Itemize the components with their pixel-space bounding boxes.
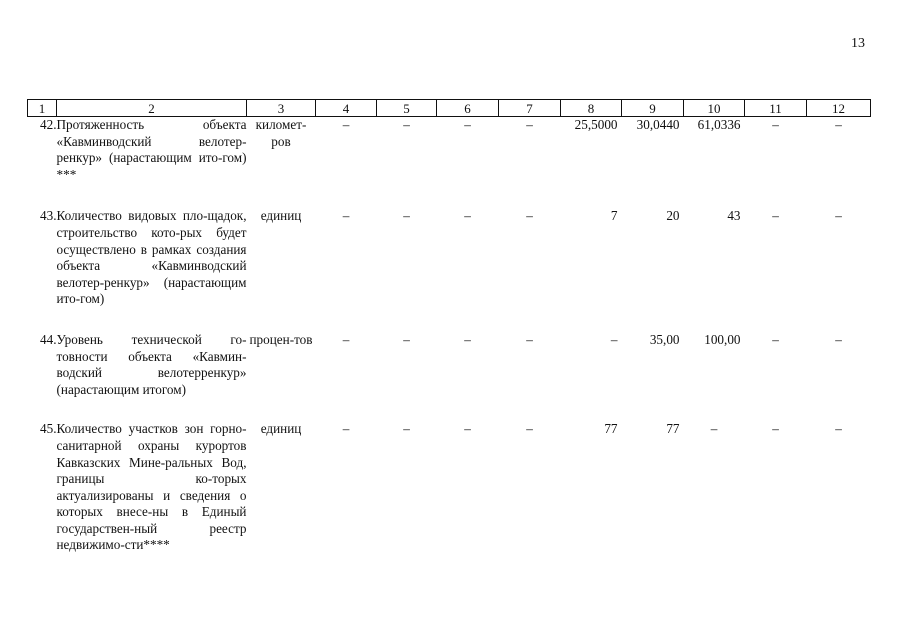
- value-cell: 25,5000: [574, 117, 618, 132]
- value-cell: –: [464, 421, 471, 437]
- value-cell: –: [772, 331, 779, 347]
- column-header: 4: [316, 100, 377, 117]
- value-cell: 77: [666, 421, 680, 437]
- value-cell: –: [835, 331, 842, 347]
- column-header: 7: [499, 100, 561, 117]
- unit-cell: единиц: [260, 421, 302, 437]
- value-cell: 35,00: [649, 331, 680, 347]
- value-cell: –: [772, 421, 779, 437]
- header-row: [28, 100, 871, 117]
- column-header: 8: [561, 100, 622, 117]
- column-header: 3: [247, 100, 316, 117]
- column-header: 10: [684, 100, 745, 117]
- value-cell: –: [464, 331, 471, 347]
- value-cell: –: [342, 208, 350, 224]
- page-number: 13: [851, 36, 865, 51]
- indicator-name: Уровень технической го-товности объекта «Кавмин-водский велотерренкур» (нарастающим итогом): [56, 331, 247, 397]
- value-cell: –: [610, 331, 618, 347]
- row-number: 42.: [40, 117, 57, 132]
- indicator-name: Количество участков зон горно-санитарной охраны курортов Кавказских Мине-ральных Вод, границы ко-торых актуализированы и сведения о которых внесе-ны в Единый государствен-ный реестр недвижимо-сти****: [56, 421, 247, 553]
- value-cell: 100,00: [704, 331, 741, 347]
- value-cell: –: [526, 331, 533, 347]
- row-number: 43.: [40, 208, 57, 224]
- value-cell: –: [772, 117, 779, 132]
- column-header: 11: [745, 100, 807, 117]
- column-header: 12: [807, 100, 871, 117]
- value-cell: –: [403, 117, 410, 132]
- unit-cell: километ-ров: [255, 117, 307, 149]
- value-cell: 77: [604, 421, 618, 437]
- value-cell: –: [526, 421, 533, 437]
- indicator-name: Количество видовых пло-щадок, строительство кото-рых будет осуществлено в рамках создания объекта «Кавминводский велотер-ренкур» (нарастающим ито-гом): [56, 208, 247, 307]
- column-header: 9: [622, 100, 684, 117]
- table-row: [28, 421, 871, 554]
- row-number: 44.: [40, 331, 57, 347]
- value-cell: –: [342, 421, 350, 437]
- value-cell: –: [835, 208, 842, 224]
- column-header: 1: [28, 100, 57, 117]
- value-cell: 61,0336: [697, 117, 741, 132]
- value-cell: 20: [666, 208, 680, 224]
- value-cell: –: [464, 208, 471, 224]
- value-cell: –: [403, 208, 410, 224]
- value-cell: –: [526, 117, 533, 132]
- value-cell: –: [835, 117, 842, 132]
- table-row: [28, 117, 871, 209]
- unit-cell: процен-тов: [249, 331, 313, 347]
- value-cell: –: [342, 117, 350, 132]
- indicators-table: [27, 99, 871, 554]
- value-cell: 30,0440: [636, 117, 680, 132]
- value-cell: 7: [610, 208, 618, 224]
- column-header: 6: [437, 100, 499, 117]
- unit-cell: единиц: [260, 208, 302, 224]
- indicator-name: Протяженность объекта «Кавминводский велотер-ренкур» (нарастающим ито-гом) ***: [56, 117, 247, 182]
- value-cell: –: [835, 421, 842, 437]
- value-cell: 43: [727, 208, 741, 224]
- column-header: 2: [57, 100, 247, 117]
- value-cell: –: [403, 421, 410, 437]
- row-number: 45.: [40, 421, 57, 437]
- value-cell: –: [772, 208, 779, 224]
- value-cell: –: [464, 117, 471, 132]
- value-cell: –: [710, 421, 718, 437]
- value-cell: –: [342, 331, 350, 347]
- value-cell: –: [403, 331, 410, 347]
- column-header: 5: [377, 100, 437, 117]
- table-row: [28, 332, 871, 421]
- value-cell: –: [526, 208, 533, 224]
- table-row: [28, 208, 871, 332]
